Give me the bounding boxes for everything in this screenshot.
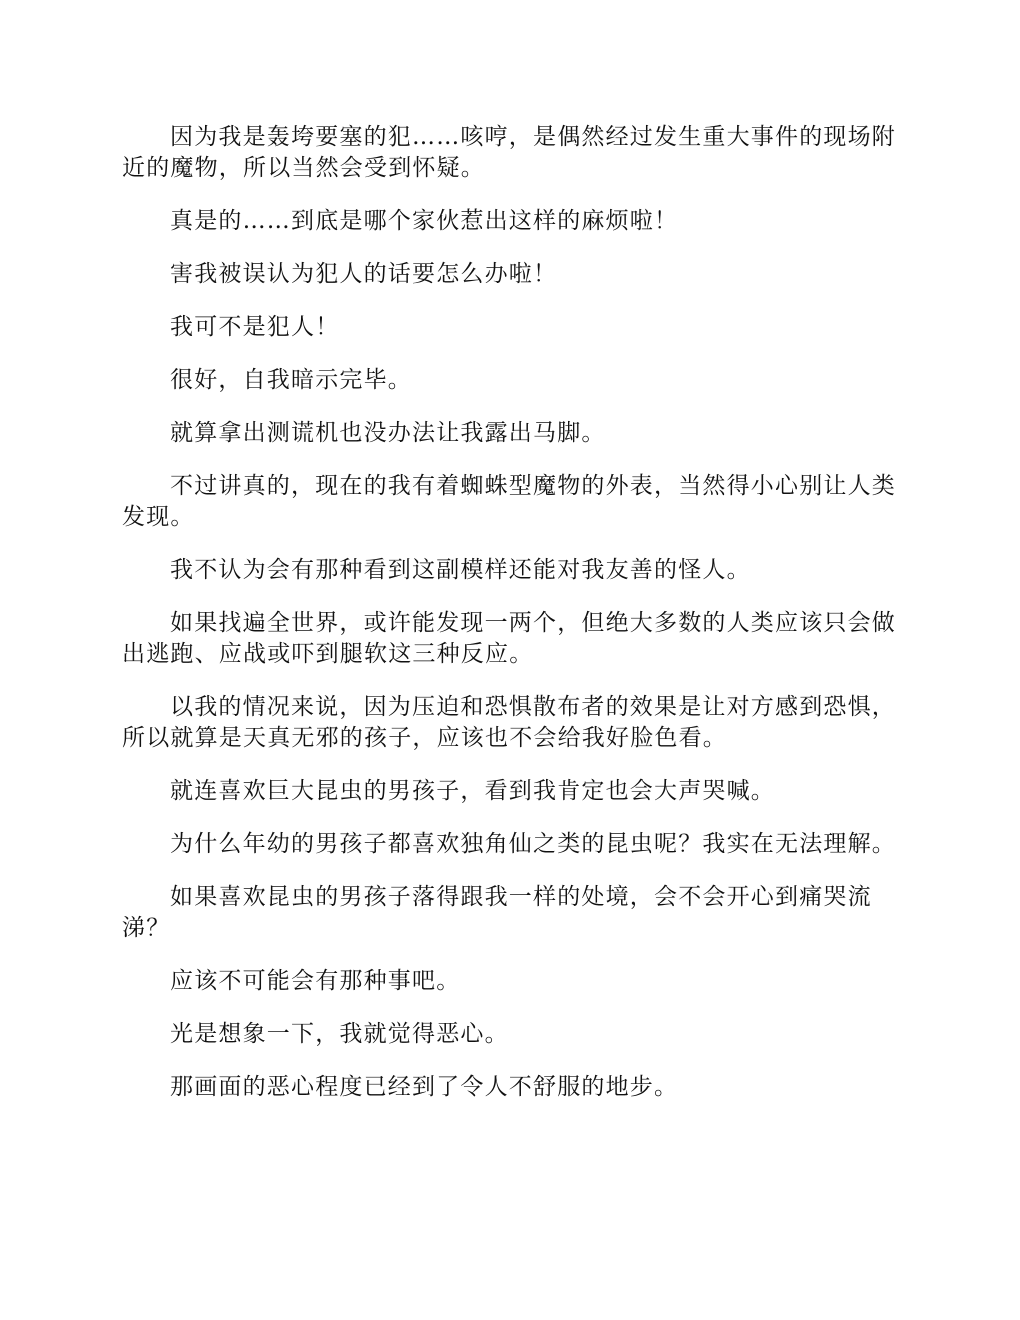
paragraph: 就算拿出测谎机也没办法让我露出马脚。 [170, 420, 606, 446]
paragraph: 真是的……到底是哪个家伙惹出这样的麻烦啦！ [170, 208, 679, 234]
paragraph: 为什么年幼的男孩子都喜欢独角仙之类的昆虫呢？我实在无法理解。 [170, 831, 896, 857]
paragraph: 我可不是犯人！ [170, 314, 340, 340]
paragraph: 如果找遍全世界，或许能发现一两个，但绝大多数的人类应该只会做出逃跑、应战或吓到腿软这三种反应。 [122, 610, 896, 667]
paragraph: 害我被误认为犯人的话要怎么办啦！ [170, 261, 558, 287]
paragraph: 那画面的恶心程度已经到了令人不舒服的地步。 [170, 1074, 679, 1100]
paragraph: 不过讲真的，现在的我有着蜘蛛型魔物的外表，当然得小心别让人类发现。 [122, 473, 896, 530]
paragraph: 如果喜欢昆虫的男孩子落得跟我一样的处境，会不会开心到痛哭流涕？ [122, 884, 872, 941]
paragraph: 就连喜欢巨大昆虫的男孩子，看到我肯定也会大声哭喊。 [170, 778, 775, 804]
paragraph: 以我的情况来说，因为压迫和恐惧散布者的效果是让对方感到恐惧，所以就算是天真无邪的孩子，应该也不会给我好脸色看。 [122, 694, 896, 751]
paragraph: 应该不可能会有那种事吧。 [170, 968, 461, 994]
paragraph: 我不认为会有那种看到这副模样还能对我友善的怪人。 [170, 557, 751, 583]
paragraph: 光是想象一下，我就觉得恶心。 [170, 1021, 509, 1047]
paragraph: 很好，自我暗示完毕。 [170, 367, 412, 393]
paragraph: 因为我是轰垮要塞的犯……咳哼，是偶然经过发生重大事件的现场附近的魔物，所以当然会受到怀疑。 [122, 124, 896, 181]
